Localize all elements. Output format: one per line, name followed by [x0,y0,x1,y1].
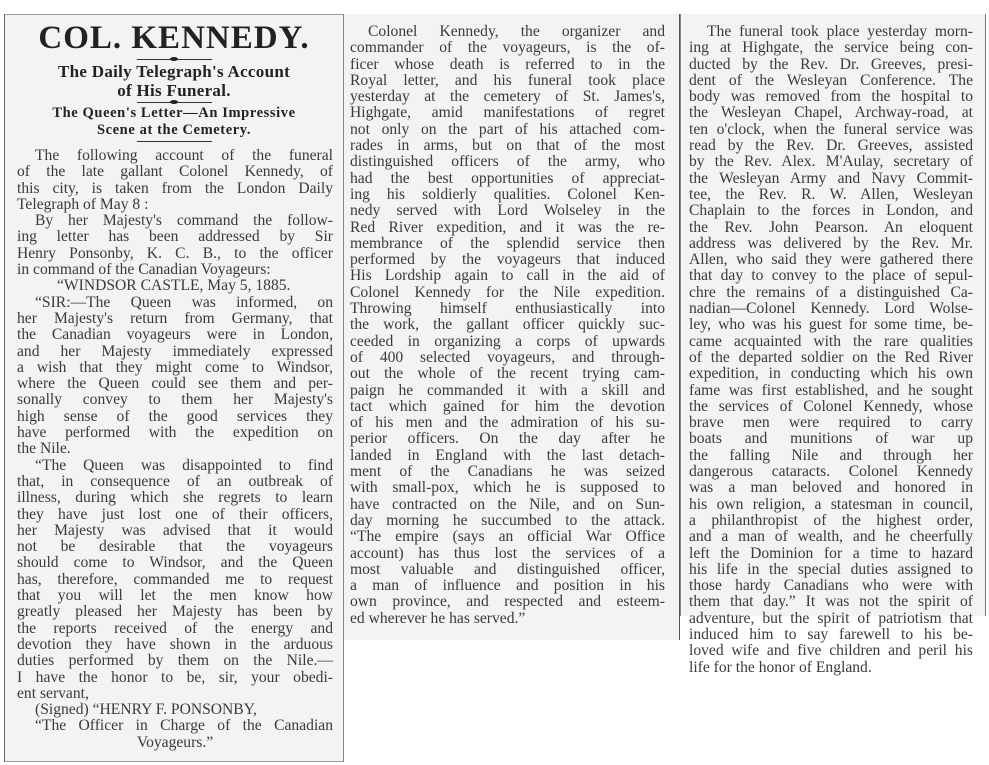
text-line: a philanthropist of the highest order, [689,511,973,529]
text-line: paign he commanded it with a skill and [350,381,665,399]
text-line: “The Queen was disappointed to find [35,456,333,474]
text-line: life for the honor of England. [689,658,872,676]
text-line: fame was first established, and he sought [689,381,973,399]
text-line: account) has thus lost the services of a [350,544,665,562]
paragraph [17,148,333,213]
text-line: Henry Ponsonby, K. C. B., to the officer [17,244,333,262]
deck-line-1: The Queen's Letter—An Impressive [52,105,296,121]
text-line: they have just lost one of their officers, [17,505,333,523]
text-line: Colonel Kennedy for the Nile expedition. [350,283,665,301]
text-line: of 400 selected voyageurs, and through- [350,348,665,366]
text-line: high sense of the good services they [17,407,333,425]
text-line: “The Officer in Charge of the Canadian [35,717,333,735]
paragraph [17,295,333,458]
text-line: chre the remains of a distinguished Ca- [689,283,973,301]
text-line: the reports received of the energy and [17,619,333,637]
text-line: address was delivered by the Rev. Mr. [689,234,973,252]
text-line: that, in consequence of an outbreak of [17,472,333,490]
headline: COL. KENNEDY. [38,20,310,56]
text-line: ley, who was his guest for some time, be- [689,316,973,334]
text-line: own province, and respected and esteem- [350,593,665,611]
text-line: perior officers. On the day after he [350,430,665,448]
text-line: ment of the Canadians he was seized [350,463,665,481]
text-line: ing letter has been addressed by Sir [17,228,333,246]
text-line: left the Dominion for a time to hazard [689,544,973,562]
text-line: has, therefore, commanded me to request [17,570,333,588]
text-line: Red River expedition, and it was the re- [350,218,665,236]
subheadline-line-1: The Daily Telegraph's Account [57,62,291,81]
article-column-2 [344,14,680,640]
text-line: the Wesleyan Chapel, Archway-road, at [689,104,973,122]
paragraph [17,278,333,294]
text-line: read by the Rev. Dr. Greeves, assisted [689,137,973,155]
divider-rule [137,141,212,142]
text-line: expedition, in conducting which his own [689,365,973,383]
text-line: that you will let the men know how [17,587,333,605]
text-line: most valuable and distinguished officer, [350,560,665,578]
paragraph [17,213,333,278]
paragraph [17,458,333,702]
text-line: His Lordship again to call in the aid of [350,267,665,285]
text-line: landed in England with the last detach- [350,446,665,464]
text-line: have contracted on the Nile, and on Sun- [350,495,665,513]
text-line: The following account of the funeral [35,147,333,164]
text-line: and a man of wealth, and he cheerfully [689,528,973,546]
text-line: boats and munitions of war up [689,430,973,448]
text-line: with small-pox, which he is supposed to [350,479,665,497]
text-line: the Canadian voyageurs were in London, [17,326,333,344]
text-line: of the departed soldier on the Red River [689,348,973,366]
text-line: brave men were required to carry [689,414,973,432]
text-line: dangerous cataracts. Colonel Kennedy [689,463,973,481]
text-line: I have the honor to be, sir, your obedi- [17,668,333,686]
text-line: her Majesty's return from Germany, that [17,309,333,327]
text-line: the work, the gallant officer quickly suc- [350,316,665,334]
text-line: membrance of the splendid service then [350,234,665,252]
text-line: adventure, but the spirit of patriotism that [689,609,973,627]
text-line: “The empire (says an official War Office [350,528,665,546]
text-line: out the whole of the recent trying cam- [350,365,665,383]
text-line: the Rev. John Pearson. An eloquent [689,218,973,236]
text-line: Voyageurs.” [136,733,214,751]
text-line: commander of the voyageurs, is the of- [350,39,665,57]
text-line: performed by the voyageurs that induced [350,251,665,269]
text-line: Royal letter, and his funeral took place [350,71,665,89]
paragraph [350,24,665,627]
text-line: this city, is taken from the London Daily [17,179,333,197]
text-line: Highgate, amid manifestations of regret [350,104,665,122]
text-line: dent of the Wesleyan Conference. The [689,71,973,89]
text-line: ing at Highgate, the service being con- [689,39,973,57]
text-line: the falling Nile and through her [689,446,973,464]
text-line: ficer whose death is referred to in the [350,55,665,73]
article-column-3 [680,14,986,676]
text-line: body was removed from the hospital to [689,88,973,106]
text-line: had the best opportunities of appreciat- [350,169,665,187]
text-line: a wish that they might come to Windsor, [17,358,333,376]
article-column-1 [4,14,344,762]
text-line: came acquainted with the rare qualities [689,332,973,350]
text-line: The funeral took place yesterday morn- [707,23,973,40]
text-line: where the Queen could see them and per- [17,375,333,393]
text-line: ducted by the Rev. Dr. Greeves, presi- [689,55,973,73]
text-line: her Majesty was advised that it would [17,521,333,539]
text-line: induced him to say farewell to his be- [689,625,973,643]
column-body [344,14,679,627]
text-line: the services of Colonel Kennedy, whose [689,397,973,415]
text-line: Colonel Kennedy, the organizer and [368,23,665,40]
text-line: ing his soldierly qualities. Colonel Ken- [350,185,665,203]
text-line: loved wife and five children and peril his [689,642,973,660]
text-line: of his men and the admiration of his su- [350,414,665,432]
text-line: rades in arms, but on that of the most [350,137,665,155]
ornamental-rule [137,59,212,60]
text-line: yesterday at the cemetery of St. James's, [350,88,665,106]
text-line: ceeded in organizing a corps of upwards [350,332,665,350]
text-line: not be desirable that the voyageurs [17,538,333,556]
text-line: duties performed by them on the Nile.— [17,652,333,670]
text-line: tact which gained for him the devotion [350,397,665,415]
text-line: By her Majesty's command the follow- [35,212,333,230]
text-line: Allen, who said they were gathered there [689,251,973,269]
deck-line-2: Scene at the Cemetery. [96,122,252,138]
text-line: of the late gallant Colonel Kennedy, of [17,163,333,181]
text-line: Chaplain to the forces in London, and [689,202,973,220]
paragraph [17,718,333,751]
column-body [5,148,343,751]
text-line: that day to convey to the place of sepul- [689,267,973,285]
subheadline-line-2: of His Funeral. [117,81,231,100]
text-line: should come to Windsor, and the Queen [17,554,333,572]
paragraph [17,702,333,718]
paragraph [689,24,973,676]
text-line: day morning he succumbed to the attack. [350,511,665,529]
text-line: tee, the Rev. R. W. Allen, Wesleyan [689,185,973,203]
text-line: his life in the special duties assigned to [689,560,973,578]
text-line: Telegraph of May 8 : [17,195,149,213]
text-line: ent servant, [17,684,89,702]
text-line: and her Majesty immediately expressed [17,342,333,360]
text-line: the Nile. [17,440,71,458]
column-body [681,14,985,676]
text-line: a man of influence and position in his [350,577,665,595]
text-line: nedy served with Lord Wolseley in the [350,202,665,220]
text-line: (Signed) “HENRY F. PONSONBY, [35,701,257,719]
text-line: illness, during which she regrets to learn [17,489,333,507]
text-line: not only on the part of his attached com- [350,120,665,138]
text-line: Throwing himself enthusiastically into [350,300,665,318]
text-line: the Wesleyan Army and Navy Commit- [689,169,973,187]
text-line: devotion they have shown in the arduous [17,635,333,653]
ornamental-rule [137,102,212,103]
text-line: “SIR:—The Queen was informed, on [35,293,333,311]
text-line: his own religion, a statesman in council, [689,495,973,513]
text-line: those hardy Canadians who were with [689,577,973,595]
text-line: sonally convey to them her Majesty's [17,391,333,409]
text-line: ten o'clock, when the funeral service was [689,120,973,138]
text-line: in command of the Canadian Voyageurs: [17,261,271,279]
text-line: was a man beloved and honored in [689,479,973,497]
text-line: distinguished officers of the army, who [350,153,665,171]
text-line: greatly pleased her Majesty has been by [17,603,333,621]
text-line: nadian—Colonel Kennedy. Lord Wolse- [689,300,973,318]
text-line: have performed with the expedition on [17,424,333,442]
text-line: ed wherever he has served.” [350,609,526,627]
text-line: by the Rev. Alex. M'Aulay, secretary of [689,153,973,171]
text-line: “WINDSOR CASTLE, May 5, 1885. [57,277,291,295]
text-line: them that day.” It was not the spirit of [689,593,973,611]
